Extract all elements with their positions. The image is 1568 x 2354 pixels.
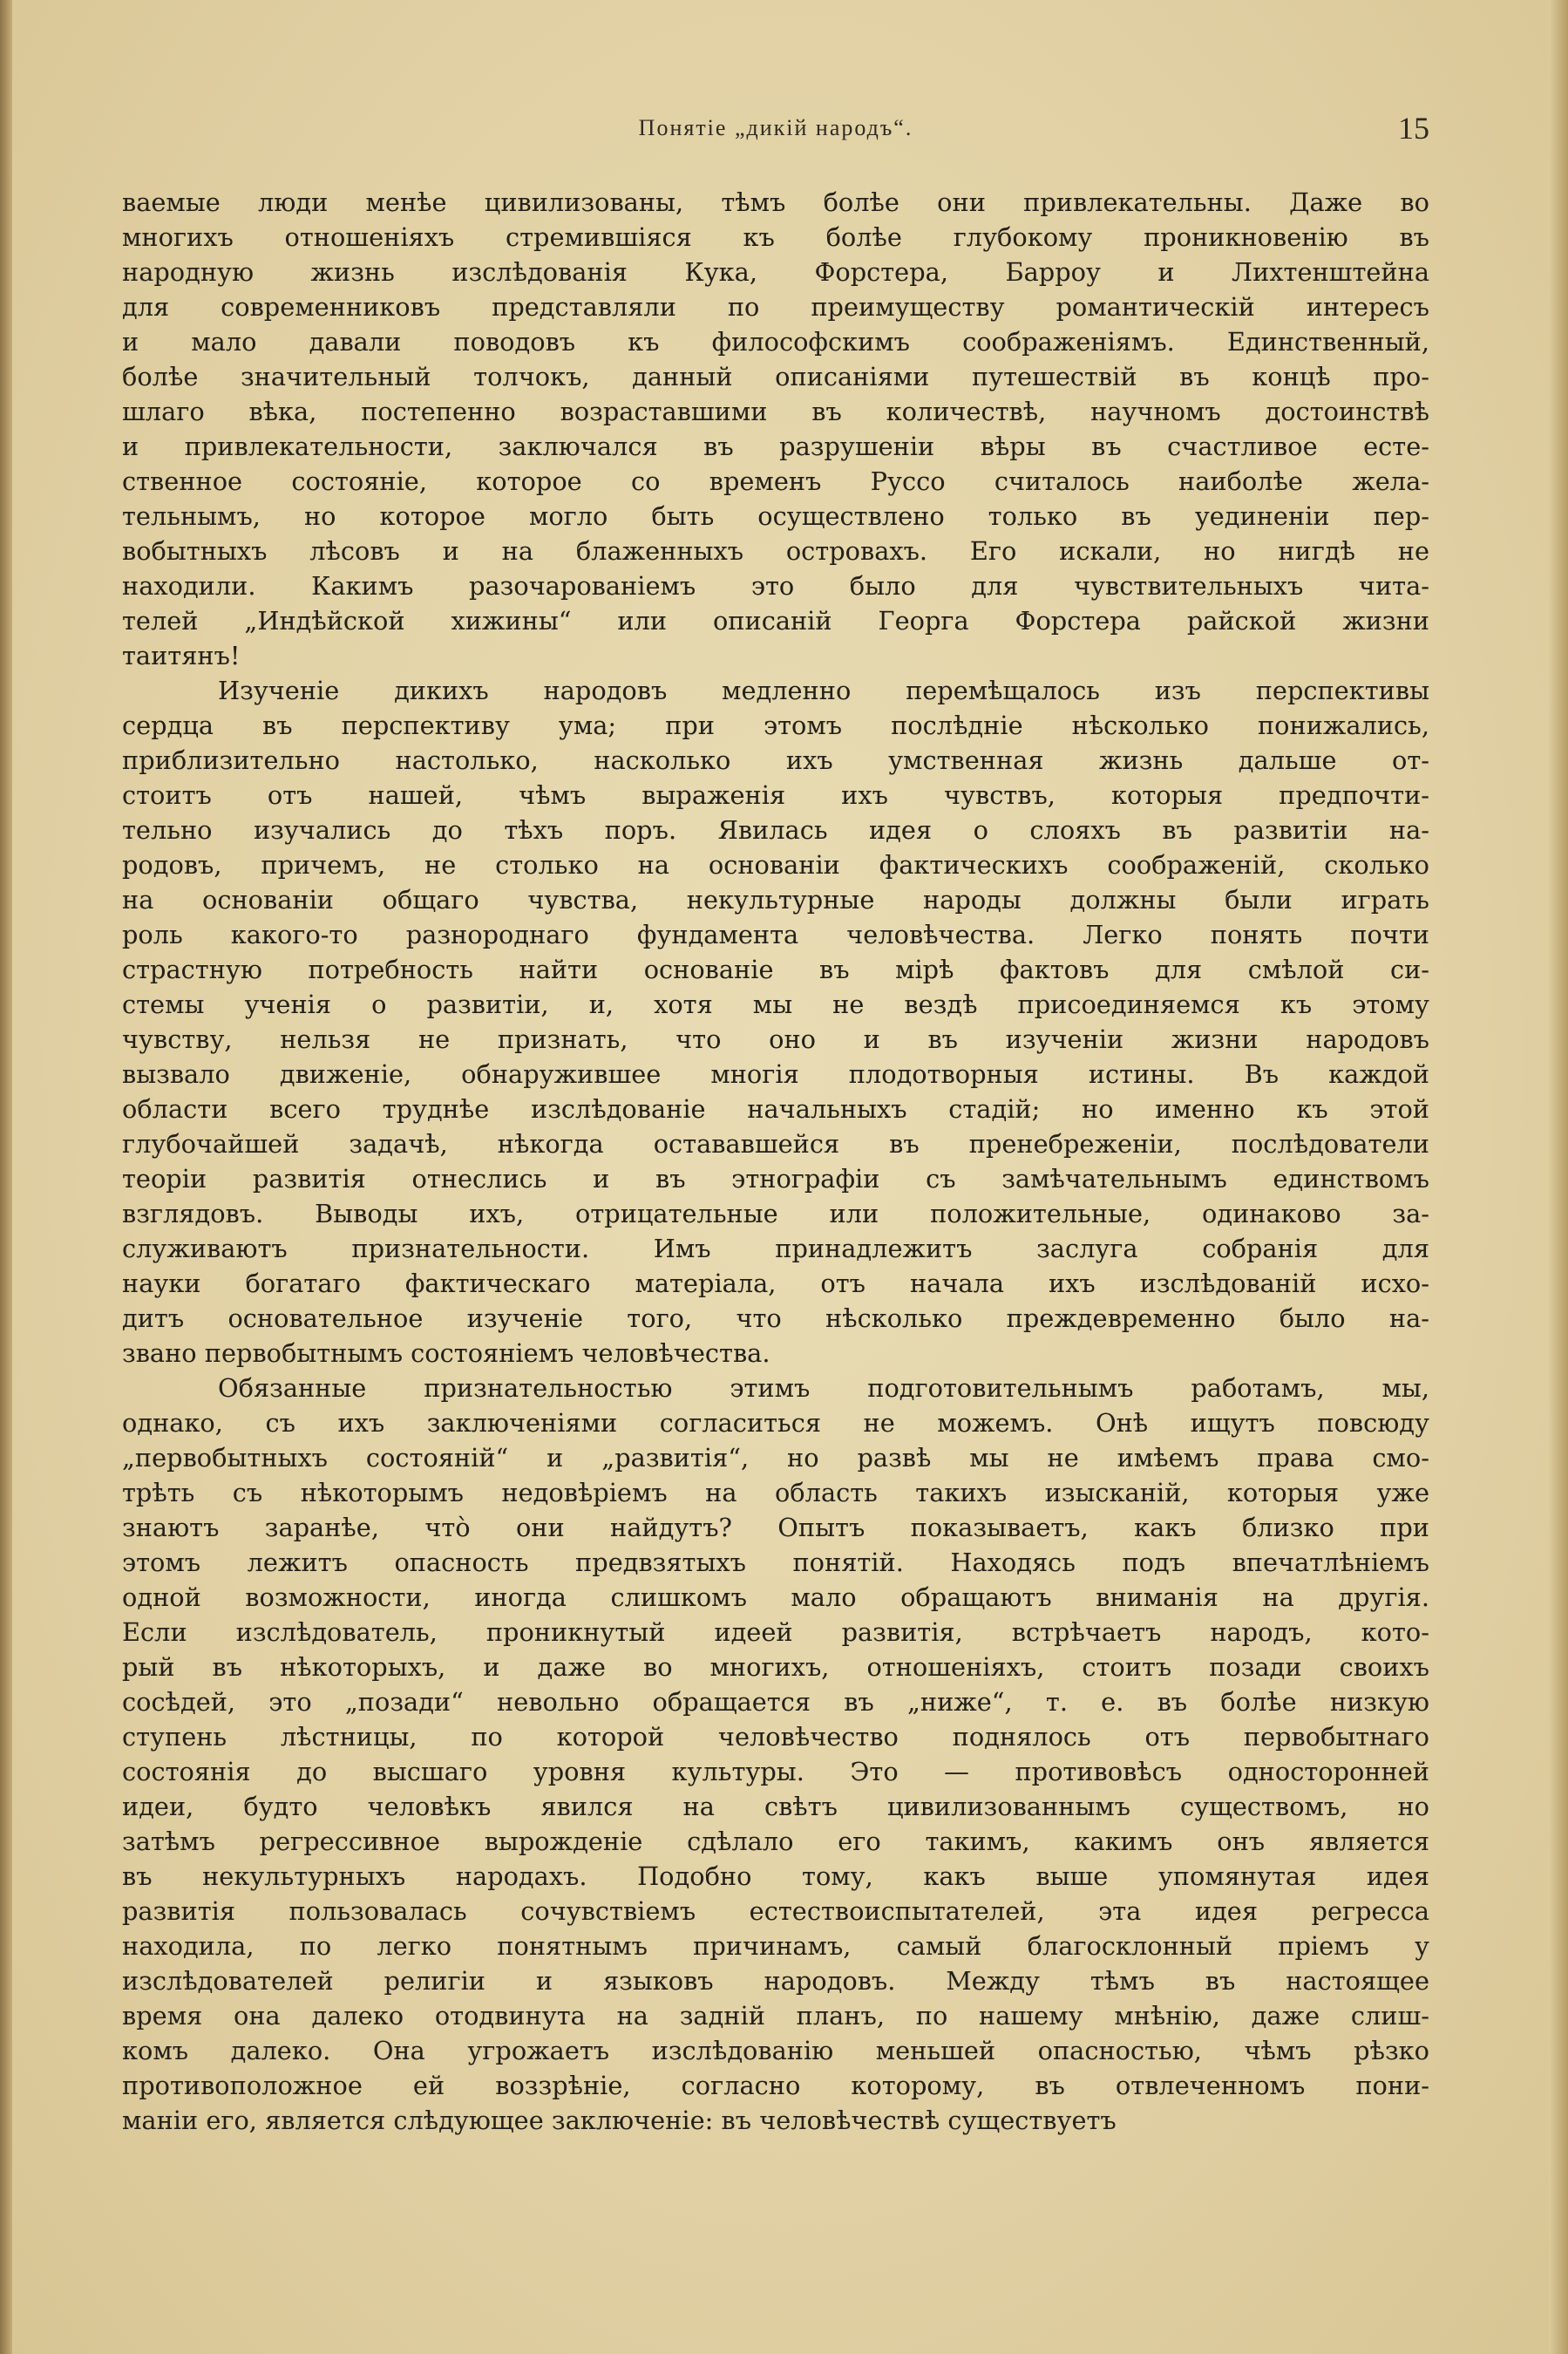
text-line: и мало давали поводовъ къ философскимъ соображеніямъ. Единственный, [122,327,1429,357]
text-line: трѣть съ нѣкоторымъ недовѣріемъ на область такихъ изысканій, которыя уже [122,1478,1429,1507]
text-line: взглядовъ. Выводы ихъ, отрицательные или положительные, одинаково за- [122,1199,1429,1228]
text-line: „первобытныхъ состояній“ и „развитія“, но развѣ мы не имѣемъ права смо- [122,1443,1429,1473]
text-line: и привлекательности, заключался въ разрушеніи вѣры въ счастливое есте- [122,432,1429,461]
text-line: Изученіе дикихъ народовъ медленно перемѣщалось изъ перспективы [218,676,1429,705]
text-line: тельнымъ, но которое могло быть осуществлено только въ уединеніи пер- [122,501,1429,531]
text-line: вобытныхъ лѣсовъ и на блаженныхъ островахъ. Его искали, но нигдѣ не [122,536,1429,566]
text-line: состоянія до высшаго уровня культуры. Это — противовѣсъ односторонней [122,1757,1429,1786]
page-header [122,106,1429,159]
text-line: находили. Какимъ разочарованіемъ это было для чувствительныхъ чита- [122,571,1429,601]
text-line: приблизительно настолько, насколько ихъ умственная жизнь дальше от- [122,745,1429,775]
text-line: родовъ, причемъ, не столько на основаніи фактическихъ соображеній, сколько [122,850,1429,880]
text-line: однако, съ ихъ заключеніями согласиться не можемъ. Онѣ ищутъ повсюду [122,1408,1429,1438]
running-title: Понятіе „дикій народъ“. [638,115,913,140]
text-line: комъ далеко. Она угрожаетъ изслѣдованію меньшей опасностью, чѣмъ рѣзко [122,2036,1429,2065]
text-line: противоположное ей воззрѣніе, согласно которому, въ отвлеченномъ пони- [122,2071,1429,2100]
text-line: на основаніи общаго чувства, некультурные народы должны были играть [122,885,1429,915]
text-line: тельно изучались до тѣхъ поръ. Явилась идея о слояхъ въ развитіи на- [122,815,1429,845]
text-line: многихъ отношеніяхъ стремившіяся къ болѣе глубокому проникновенію въ [122,222,1429,252]
text-line: сосѣдей, это „позади“ невольно обращается въ „ниже“, т. е. въ болѣе низкую [122,1687,1429,1717]
text-line: чувству, нельзя не признать, что оно и въ изученіи жизни народовъ [122,1024,1429,1054]
text-line: Обязанные признательностью этимъ подготовительнымъ работамъ, мы, [218,1373,1429,1403]
text-line: этомъ лежитъ опасность предвзятыхъ понятій. Находясь подъ впечатлѣніемъ [122,1548,1429,1577]
text-line: Если изслѣдователь, проникнутый идеей развитія, встрѣчаетъ народъ, кото- [122,1617,1429,1647]
text-line: болѣе значительный толчокъ, данный описаніями путешествій въ концѣ про- [122,362,1429,391]
text-line: народную жизнь изслѣдованія Кука, Форстера, Барроу и Лихтенштейна [122,257,1429,287]
text-line: шлаго вѣка, постепенно возраставшими въ количествѣ, научномъ достоинствѣ [122,397,1429,426]
text-line: сердца въ перспективу ума; при этомъ послѣдніе нѣсколько понижались, [122,711,1429,740]
text-line: рый въ нѣкоторыхъ, и даже во многихъ, отношеніяхъ, стоитъ позади своихъ [122,1652,1429,1682]
text-line: вызвало движеніе, обнаружившее многія плодотворныя истины. Въ каждой [122,1059,1429,1089]
text-line: стоитъ отъ нашей, чѣмъ выраженія ихъ чувствъ, которыя предпочти- [122,780,1429,810]
text-line: теоріи развитія отнеслись и въ этнографіи съ замѣчательнымъ единствомъ [122,1164,1429,1194]
page-right-edge [1549,0,1568,2354]
text-line: въ некультурныхъ народахъ. Подобно тому, какъ выше упомянутая идея [122,1861,1429,1891]
text-line: роль какого-то разнороднаго фундамента человѣчества. Легко понять почти [122,920,1429,949]
body-text [122,185,1429,2138]
text-line: служиваютъ признательности. Имъ принадлежитъ заслуга собранія для [122,1234,1429,1263]
text-line: для современниковъ представляли по преимуществу романтическій интересъ [122,292,1429,322]
text-line: страстную потребность найти основаніе въ мірѣ фактовъ для смѣлой си- [122,955,1429,984]
text-line: ственное состояніе, которое со временъ Руссо считалось наиболѣе жела- [122,466,1429,496]
text-line: звано первобытнымъ состояніемъ человѣчества. [122,1338,770,1368]
text-line: стемы ученія о развитіи, и, хотя мы не вездѣ присоединяемся къ этому [122,990,1429,1019]
text-line: ступень лѣстницы, по которой человѣчество поднялось отъ первобытнаго [122,1722,1429,1752]
text-line: маніи его, является слѣдующее заключеніе: въ человѣчествѣ существуетъ [122,2106,1117,2135]
text-line: одной возможности, иногда слишкомъ мало обращаютъ вниманія на другія. [122,1582,1429,1612]
text-line: телей „Индѣйской хижины“ или описаній Георга Форстера райской жизни [122,606,1429,636]
page-left-edge [0,0,12,2354]
text-line: науки богатаго фактическаго матеріала, отъ начала ихъ изслѣдованій исхо- [122,1269,1429,1298]
text-line: изслѣдователей религіи и языковъ народовъ. Между тѣмъ въ настоящее [122,1966,1429,1996]
text-line: время она далеко отодвинута на задній планъ, по нашему мнѣнію, даже слиш- [122,2001,1429,2031]
text-line: глубочайшей задачѣ, нѣкогда остававшейся въ пренебреженіи, послѣдователи [122,1129,1429,1159]
text-line: области всего труднѣе изслѣдованіе начальныхъ стадій; но именно къ этой [122,1094,1429,1124]
page-number: 15 [1398,111,1429,146]
text-line: ваемые люди менѣе цивилизованы, тѣмъ болѣе они привлекательны. Даже во [122,187,1429,217]
text-line: дитъ основательное изученіе того, что нѣсколько преждевременно было на- [122,1303,1429,1333]
text-line: затѣмъ регрессивное вырожденіе сдѣлало его такимъ, какимъ онъ является [122,1827,1429,1856]
text-line: находила, по легко понятнымъ причинамъ, самый благосклонный пріемъ у [122,1931,1429,1961]
text-line: идеи, будто человѣкъ явился на свѣтъ цивилизованнымъ существомъ, но [122,1792,1429,1821]
text-line: таитянъ! [122,641,241,670]
text-line: развитія пользовалась сочувствіемъ естествоиспытателей, эта идея регресса [122,1896,1429,1926]
text-line: знаютъ заранѣе, что̀ они найдутъ? Опытъ показываетъ, какъ близко при [122,1513,1429,1542]
